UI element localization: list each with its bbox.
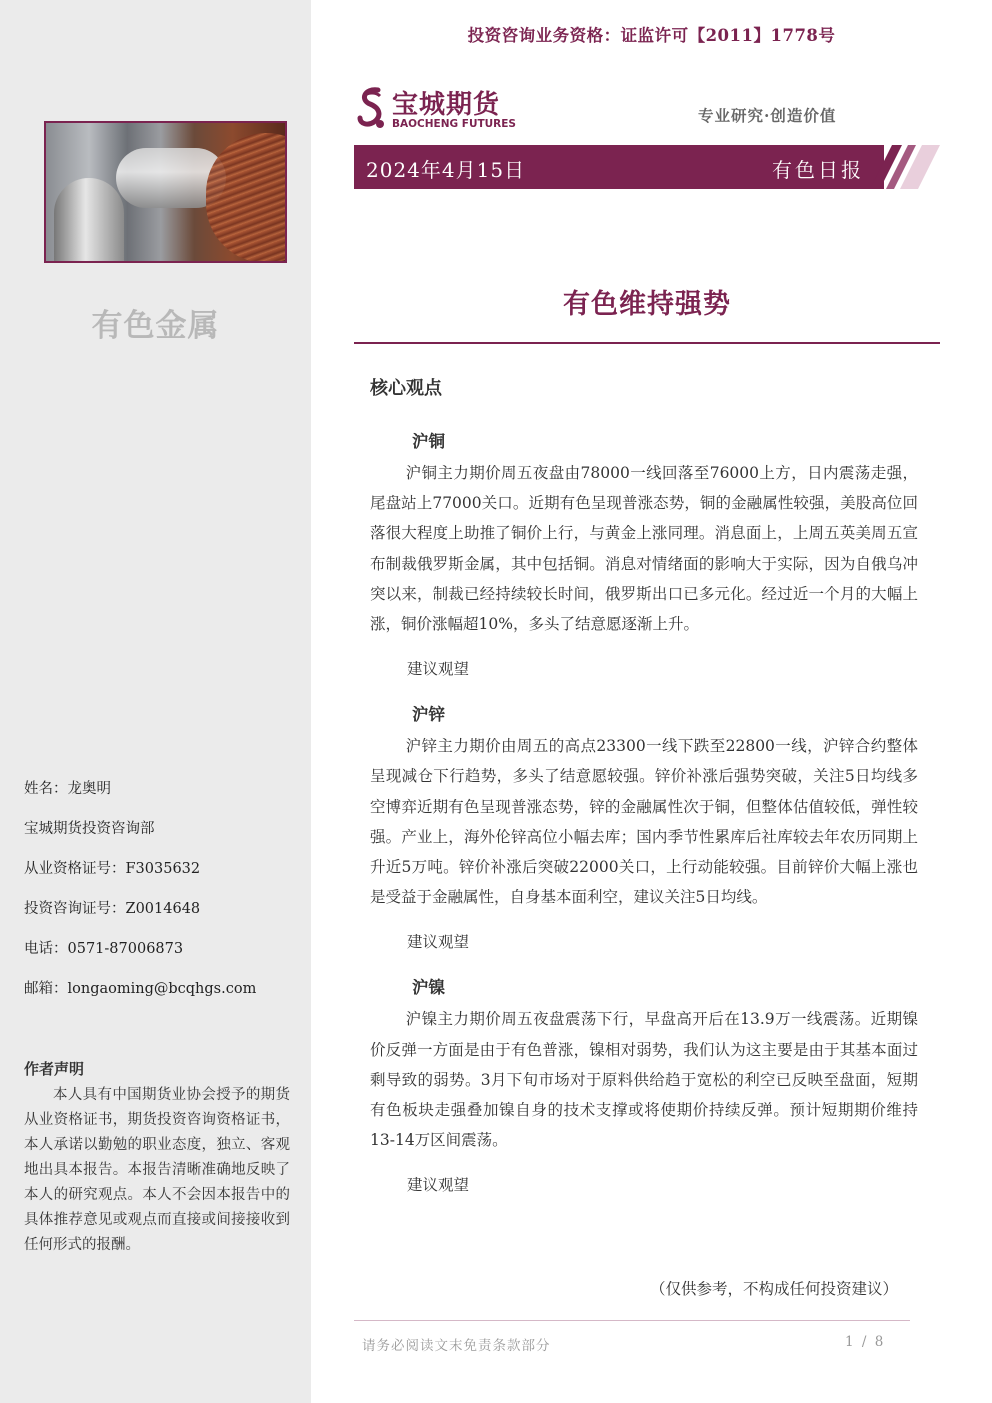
footer-divider [354, 1320, 910, 1321]
section-copper [370, 426, 918, 699]
footer-notice: 请务必阅读文末免责条款部分 [362, 1338, 551, 1354]
sector-image [44, 121, 287, 263]
section-advice: 建议观望 [407, 660, 470, 679]
report-headline: 有色维持强势 [563, 289, 731, 320]
analyst-qualification: 从业资格证号：F3035632 [24, 861, 201, 877]
section-title: 沪铜 [412, 432, 445, 451]
banner-stripes-icon [862, 145, 940, 189]
logo-text-cn: 宝城期货 [392, 90, 501, 120]
logo-text-en: BAOCHENG FUTURES [392, 118, 516, 130]
section-title: 沪镍 [412, 978, 445, 998]
analyst-department: 宝城期货投资咨询部 [24, 821, 155, 837]
core-view-heading: 核心观点 [370, 378, 442, 399]
analyst-consulting-id: 投资咨询证号：Z0014648 [24, 901, 201, 917]
report-content [370, 372, 918, 1215]
section-body: 沪镍主力期价周五夜盘震荡下行，早盘高开后在13.9万一线震荡。近期镍价反弹一方面是由于有色普涨，镍相对弱势，我们认为这主要是由于其基本面过剩导致的弱势。3月下旬市场对于原料供给趋于宽松的利空已反映至盘面，短期有色板块走强叠加镍自身的技术支撑或将使期价持续反弹。预计短期期价维持13-14万区间震荡。 [370, 1010, 918, 1150]
section-advice: 建议观望 [407, 1176, 470, 1195]
section-zinc [370, 699, 918, 972]
slogan: 专业研究·创造价值 [698, 106, 837, 125]
section-body: 沪铜主力期价周五夜盘由78000一线回落至76000上方，日内震荡走强，尾盘站上77000关口。近期有色呈现普涨态势，铜的金融属性较强，美股高位回落很大程度上助推了铜价上行，与黄金上涨同理。消息面上，上周五英美周五宣布制裁俄罗斯金属，其中包括铜。消息对情绪面的影响大于实际，因为自俄乌冲突以来，制裁已经持续较长时间，俄罗斯出口已多元化。经过近一个月的大幅上涨，铜价涨幅超10%，多头了结意愿逐渐上升。 [370, 464, 918, 634]
author-statement-title: 作者声明 [24, 1060, 85, 1078]
sidebar [0, 0, 311, 1403]
headline-divider [354, 342, 940, 344]
page-number: 1 / 8 [845, 1334, 886, 1350]
report-date: 2024年4月15日 [366, 158, 526, 182]
report-type: 有色日报 [772, 158, 864, 182]
section-title: 沪锌 [412, 705, 445, 725]
analyst-name: 姓名：龙奥明 [24, 781, 111, 797]
company-logo [356, 86, 531, 134]
section-nickel [370, 972, 918, 1215]
author-statement-text: 本人具有中国期货业协会授予的期货从业资格证书，期货投资咨询资格证书，本人承诺以勤勉的职业态度，独立、客观地出具本报告。本报告清晰准确地反映了本人的研究观点。本人不会因本报告中的具体推荐意见或观点而直接或间接接收到任何形式的报酬。 [24, 1087, 290, 1253]
logo-mark-icon [356, 86, 388, 132]
analyst-phone: 电话：0571-87006873 [24, 941, 184, 957]
section-advice: 建议观望 [407, 933, 470, 952]
sector-title: 有色金属 [91, 308, 220, 344]
date-banner [354, 145, 884, 189]
license-line: 投资咨询业务资格：证监许可【2011】1778号 [467, 26, 836, 45]
analyst-email: 邮箱：longaoming@bcqhgs.com [24, 981, 257, 997]
analyst-info [24, 779, 294, 1019]
reference-note: （仅供参考，不构成任何投资建议） [650, 1280, 899, 1298]
section-body: 沪锌主力期价由周五的高点23300一线下跌至22800一线，沪锌合约整体呈现减仓下行趋势，多头了结意愿较强。锌价补涨后强势突破，关注5日均线多空博弈近期有色呈现普涨态势，锌的金融属性次于铜，但整体估值较低，弹性较强。产业上，海外伦锌高位小幅去库；国内季节性累库后社库较去年农历同期上升近5万吨。锌价补涨后突破22000关口，上行动能较强。目前锌价大幅上涨也是受益于金融属性，自身基本面利空，建议关注5日均线。 [370, 737, 918, 907]
